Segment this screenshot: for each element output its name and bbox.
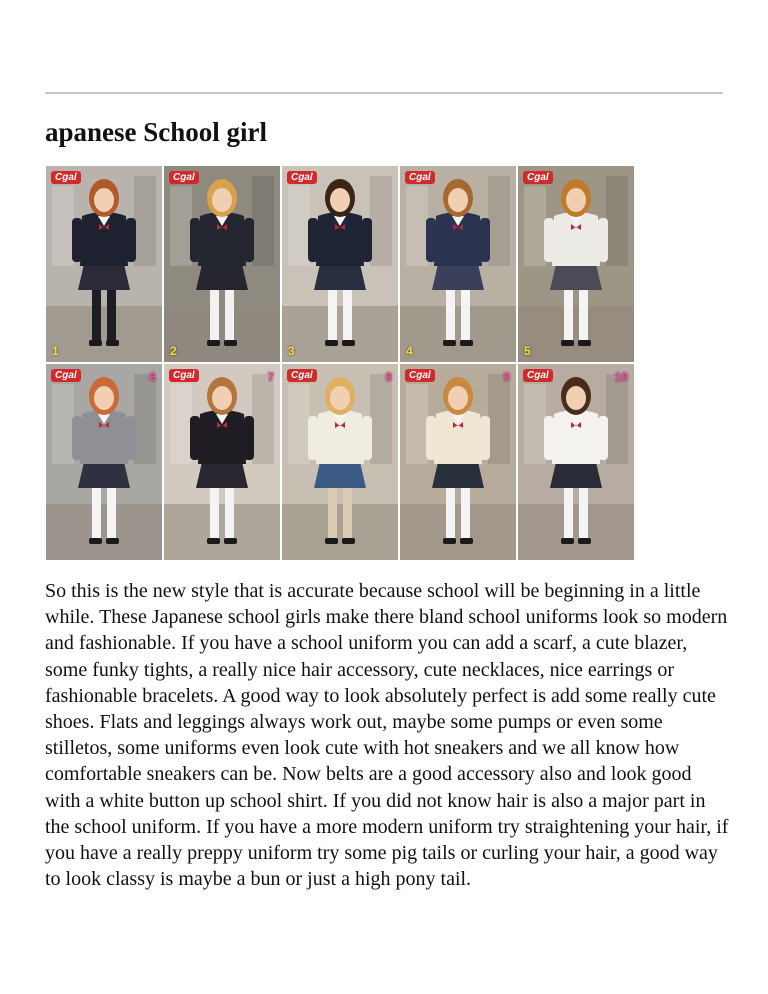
magazine-logo: Cgal: [169, 171, 199, 184]
article-body: So this is the new style that is accurate because school will be beginning in a little while. These Japanese school girls make there bland school uniforms look so modern and fashionable. If you have a school uniform you can add a scarf, a cute blazer, some funky tights, a really nice hair accessory, cute necklaces, nice earrings or fashionable bracelets. A good way to look absolutely perfect is add some really cute shoes. Flats and leggings always work out, maybe some pumps or even some stilletos, some uniforms even look cute with hot sneakers and we all know how comfortable sneakers can be. Now belts are a good accessory also and look good with a white button up school shirt. If you did not know hair is also a major part in the school uniform. If you have a more modern uniform try straightening your hair, if you have a really preppy uniform try some pig tails or curling your hair, a good way to look classy is maybe a bun or just a high pony tail.: [45, 580, 729, 891]
magazine-logo: Cgal: [51, 369, 81, 382]
school-girl-photo: [400, 166, 516, 362]
magazine-logo: Cgal: [287, 369, 317, 382]
magazine-logo: Cgal: [405, 369, 435, 382]
collage-photo-7: [164, 364, 280, 560]
collage-photo-8: [282, 364, 398, 560]
photo-number: 8: [385, 370, 392, 384]
magazine-logo: Cgal: [169, 369, 199, 382]
photo-number: 4: [406, 344, 413, 358]
photo-number: 3: [288, 344, 295, 358]
magazine-logo: Cgal: [405, 171, 435, 184]
magazine-logo: Cgal: [523, 171, 553, 184]
collage-photo-10: [518, 364, 634, 560]
photo-number: 2: [170, 344, 177, 358]
school-girl-photo: [46, 166, 162, 362]
school-girl-photo: [164, 364, 280, 560]
school-girl-photo: [282, 364, 398, 560]
header-divider: [45, 92, 723, 94]
collage-photo-4: [400, 166, 516, 362]
school-girl-photo: [164, 166, 280, 362]
photo-number: 1: [52, 344, 59, 358]
school-girl-photo: [400, 364, 516, 560]
photo-number: 6: [149, 370, 156, 384]
school-girl-photo: [46, 364, 162, 560]
photo-number: 7: [267, 370, 274, 384]
photo-number: 10: [614, 370, 628, 384]
magazine-logo: Cgal: [287, 171, 317, 184]
collage-photo-9: [400, 364, 516, 560]
photo-number: 9: [503, 370, 510, 384]
collage-photo-3: [282, 166, 398, 362]
school-girl-photo: [282, 166, 398, 362]
collage-photo-1: [46, 166, 162, 362]
page-title: apanese School girl: [45, 117, 268, 147]
collage-photo-2: [164, 166, 280, 362]
magazine-logo: Cgal: [523, 369, 553, 382]
school-girl-photo: [518, 364, 634, 560]
collage-photo-6: [46, 364, 162, 560]
school-girl-photo-collage: [46, 166, 634, 560]
photo-number: 5: [524, 344, 531, 358]
school-girl-photo: [518, 166, 634, 362]
magazine-logo: Cgal: [51, 171, 81, 184]
collage-photo-5: [518, 166, 634, 362]
